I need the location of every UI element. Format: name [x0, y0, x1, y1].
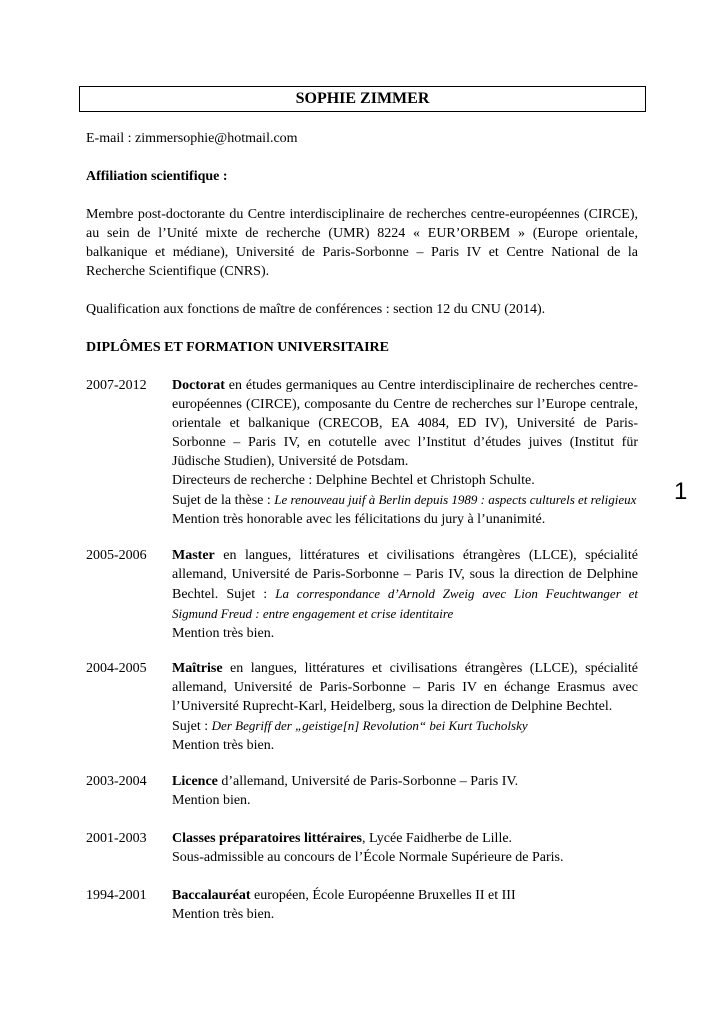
entry-text: en langues, littératures et civilisations étrangères (LLCE), spécialité allemand, Université de Paris-Sorbonne – Paris IV en échange Erasmus avec l’Université Ruprecht-Karl, Heidelberg, sous la direction de Delphine Bechtel. — [172, 661, 638, 714]
email-line: E-mail : zimmersophie@hotmail.com — [86, 131, 298, 146]
entry-years: 2001-2003 — [86, 831, 147, 846]
entry-years: 2004-2005 — [86, 661, 147, 676]
entry-mention: Mention très honorable avec les félicitations du jury à l’unanimité. — [172, 512, 546, 527]
name-title: SOPHIE ZIMMER — [295, 90, 430, 107]
page-number: 1 — [674, 478, 688, 505]
diplomas-heading: DIPLÔMES ET FORMATION UNIVERSITAIRE — [86, 340, 389, 355]
entry-text: européen, École Européenne Bruxelles II et III — [250, 888, 516, 903]
entry-subject: Der Begriff der „geistige[n] Revolution“ bei Kurt Tucholsky — [211, 718, 528, 733]
qualification-line: Qualification aux fonctions de maître de conférences : section 12 du CNU (2014). — [86, 302, 546, 317]
entry-years: 1994-2001 — [86, 888, 147, 903]
entry-title: Doctorat — [172, 378, 225, 393]
affiliation-heading: Affiliation scientifique : — [86, 169, 228, 184]
entry-mention: Mention très bien. — [172, 738, 275, 753]
diploma-entry-classes-preparatoires — [86, 829, 638, 867]
name-title-box — [79, 86, 646, 112]
entry-subject-label: Sujet de la thèse : — [172, 493, 275, 508]
entry-title: Master — [172, 548, 215, 563]
diploma-entry-licence — [86, 772, 638, 810]
entry-title: Classes préparatoires littéraires — [172, 831, 362, 846]
diploma-entry-baccalaureat — [86, 886, 638, 924]
entry-mention: Mention très bien. — [172, 626, 275, 641]
affiliation-text: Membre post-doctorante du Centre interdisciplinaire de recherches centre-européennes (CIRCE), au sein de l’Unité mixte de recherche (UMR) 8224 « EUR’ORBEM » (Europe orientale, balkanique et médiane), Université de Paris-Sorbonne – Paris IV et Centre National de la Recherche Scientifique (CNRS). — [86, 207, 638, 279]
entry-text: en études germaniques au Centre interdisciplinaire de recherches centre-européennes (CIRCE), composante du Centre de recherches sur l’Europe centrale, orientale et balkanique (CRECOB, EA 4084, ED IV), Université de Paris-Sorbonne – Paris IV, en cotutelle avec l’Institut d’études juives (Institut für Jüdische Studien), Université de Potsdam. — [172, 378, 638, 469]
entry-title: Maîtrise — [172, 661, 223, 676]
entry-mention: Mention très bien. — [172, 907, 275, 922]
diploma-entry-master — [86, 546, 638, 643]
entry-subject: Le renouveau juif à Berlin depuis 1989 : aspects culturels et religieux — [274, 492, 637, 507]
diploma-entry-maitrise — [86, 659, 638, 755]
entry-title: Baccalauréat — [172, 888, 251, 903]
entry-mention: Sous-admissible au concours de l’École Normale Supérieure de Paris. — [172, 850, 564, 865]
diploma-entry-doctorat — [86, 376, 638, 529]
entry-years: 2007-2012 — [86, 378, 147, 393]
entry-years: 2005-2006 — [86, 548, 147, 563]
entry-subject-label: Sujet : — [172, 719, 212, 734]
entry-years: 2003-2004 — [86, 774, 147, 789]
entry-text: d’allemand, Université de Paris-Sorbonne – Paris IV. — [217, 774, 519, 789]
entry-subject: La correspondance d’Arnold Zweig avec Lion Feuchtwanger et Sigmund Freud : entre engagement et crise identitaire — [172, 586, 638, 621]
entry-text: en langues, littératures et civilisations étrangères (LLCE), spécialité allemand, Université de Paris-Sorbonne – Paris IV, sous la direction de Delphine Bechtel. Sujet : — [172, 548, 638, 602]
entry-directors: Directeurs de recherche : Delphine Bechtel et Christoph Schulte. — [172, 473, 535, 488]
entry-title: Licence — [172, 774, 218, 789]
entry-text: , Lycée Faidherbe de Lille. — [362, 831, 513, 846]
entry-mention: Mention bien. — [172, 793, 251, 808]
